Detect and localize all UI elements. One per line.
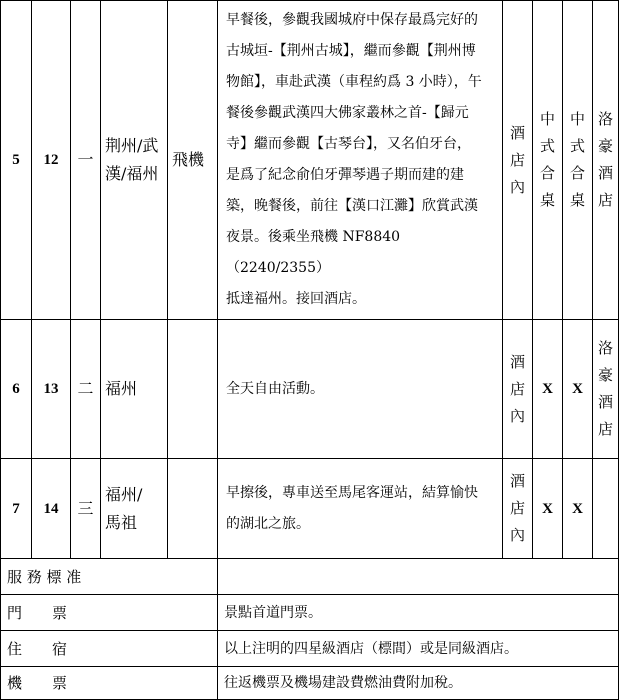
lunch-cell bbox=[533, 1, 563, 320]
breakfast-char: 店 bbox=[509, 150, 525, 169]
service-title-blank bbox=[218, 559, 619, 595]
transport: 飛機 bbox=[168, 1, 218, 320]
lunch-char: 式 bbox=[539, 137, 555, 155]
table-row bbox=[1, 459, 619, 559]
hotel-cell bbox=[593, 459, 619, 559]
itinerary-line: 早餐後，參觀我國城府中保存最爲完好的 bbox=[226, 12, 478, 28]
service-label: 機 票 bbox=[1, 667, 218, 700]
dinner-cell: X bbox=[563, 459, 593, 559]
row-number: 7 bbox=[1, 459, 32, 559]
itinerary-line: 寺】繼而參觀【古琴台】，又名伯牙台， bbox=[226, 136, 471, 152]
service-label: 門 票 bbox=[1, 595, 218, 631]
lunch-cell: X bbox=[533, 320, 563, 459]
itinerary-line: 的湖北之旅。 bbox=[226, 515, 310, 532]
weekday: 一 bbox=[71, 1, 101, 320]
breakfast-cell bbox=[503, 320, 533, 459]
itinerary-line: 全天自由活動。 bbox=[226, 380, 324, 397]
day-number: 12 bbox=[32, 1, 71, 320]
weekday: 二 bbox=[71, 320, 101, 459]
breakfast-char: 內 bbox=[509, 406, 525, 425]
service-title: 服 務 標 准 bbox=[1, 559, 218, 595]
city-cell bbox=[101, 459, 168, 559]
lunch-char: 中 bbox=[539, 110, 555, 128]
service-header-row bbox=[1, 559, 619, 595]
city-line: 福州/ bbox=[105, 484, 143, 504]
city-line: 荆州/武 bbox=[105, 136, 159, 155]
itinerary-text bbox=[218, 459, 503, 559]
itinerary-line: 物館】，車赴武漢（車程約爲 3 小時），午 bbox=[226, 74, 482, 90]
service-value: 景點首道門票。 bbox=[218, 595, 619, 631]
breakfast-cell bbox=[503, 459, 533, 559]
breakfast-char: 酒 bbox=[509, 352, 525, 371]
city-line: 馬祖 bbox=[105, 512, 138, 532]
dinner-char: 桌 bbox=[569, 191, 585, 209]
day-number: 14 bbox=[32, 459, 71, 559]
city-line: 福州 bbox=[105, 379, 138, 398]
hotel-char: 豪 bbox=[597, 366, 613, 384]
hotel-char: 洛 bbox=[597, 110, 613, 128]
breakfast-char: 內 bbox=[509, 177, 525, 196]
city-line: 漢/福州 bbox=[105, 164, 159, 183]
dinner-char: 中 bbox=[569, 110, 585, 128]
hotel-char: 豪 bbox=[597, 137, 613, 155]
hotel-char: 洛 bbox=[597, 339, 613, 357]
dinner-char: 合 bbox=[569, 164, 585, 182]
itinerary-text bbox=[218, 1, 503, 320]
lunch-cell: X bbox=[533, 459, 563, 559]
day-number: 13 bbox=[32, 320, 71, 459]
breakfast-char: 酒 bbox=[509, 472, 525, 490]
dinner-cell bbox=[563, 1, 593, 320]
breakfast-char: 酒 bbox=[509, 123, 525, 142]
row-number: 5 bbox=[1, 1, 32, 320]
breakfast-char: 店 bbox=[509, 499, 525, 517]
service-value: 以上注明的四星級酒店（標間）或是同級酒店。 bbox=[218, 631, 619, 667]
itinerary-line: 早擦後，專車送至馬尾客運站，結算愉快 bbox=[226, 484, 478, 501]
city-cell bbox=[101, 1, 168, 320]
breakfast-char: 店 bbox=[509, 379, 525, 398]
itinerary-line: 抵達福州。接回酒店。 bbox=[226, 291, 366, 307]
hotel-cell bbox=[593, 1, 619, 320]
breakfast-char: 內 bbox=[509, 526, 525, 544]
itinerary-line: 夜景。後乘坐飛機 NF8840（2240/2355） bbox=[226, 229, 401, 276]
lunch-char: 桌 bbox=[539, 191, 555, 209]
lunch-char: 合 bbox=[539, 164, 555, 182]
city-cell bbox=[101, 320, 168, 459]
breakfast-cell bbox=[503, 1, 533, 320]
hotel-char: 酒 bbox=[597, 393, 613, 411]
itinerary-line: 築，晚餐後，前往【漢口江灘】欣賞武漢 bbox=[226, 198, 478, 214]
weekday: 三 bbox=[71, 459, 101, 559]
transport bbox=[168, 320, 218, 459]
dinner-cell: X bbox=[563, 320, 593, 459]
itinerary-line: 是爲了紀念俞伯牙彈琴遇子期而建的建 bbox=[226, 167, 464, 183]
service-label: 住 宿 bbox=[1, 631, 218, 667]
itinerary-line: 餐後參觀武漢四大佛家叢林之首-【歸元 bbox=[226, 105, 469, 121]
hotel-char: 店 bbox=[597, 420, 613, 438]
itinerary-line: 古城垣-【荆州古城】，繼而參觀【荆州博 bbox=[226, 43, 476, 59]
transport bbox=[168, 459, 218, 559]
service-value: 往返機票及機場建設費燃油費附加稅。 bbox=[218, 667, 619, 700]
service-row bbox=[1, 631, 619, 667]
hotel-char: 酒 bbox=[597, 164, 613, 182]
table-row bbox=[1, 1, 619, 320]
hotel-cell bbox=[593, 320, 619, 459]
hotel-char: 店 bbox=[597, 191, 613, 209]
service-row bbox=[1, 595, 619, 631]
table-row bbox=[1, 320, 619, 459]
service-row bbox=[1, 667, 619, 700]
row-number: 6 bbox=[1, 320, 32, 459]
dinner-char: 式 bbox=[569, 137, 585, 155]
itinerary-text bbox=[218, 320, 503, 459]
